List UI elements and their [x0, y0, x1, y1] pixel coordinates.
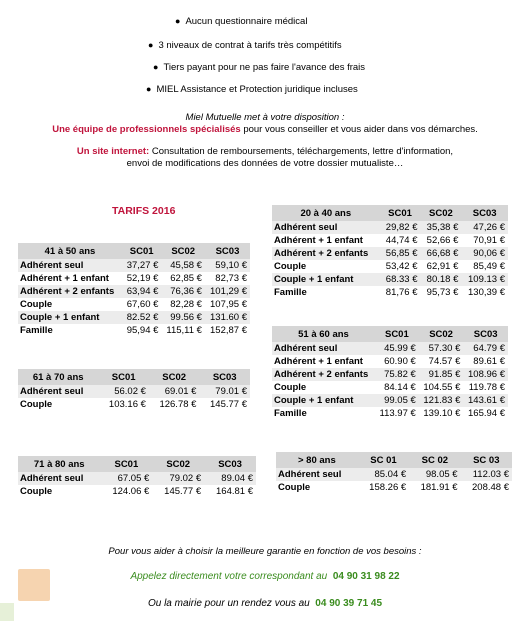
price-cell: 152,87 €	[205, 324, 250, 337]
table-row	[18, 485, 256, 498]
decorative-square-icon	[18, 569, 50, 601]
row-label: Famille	[18, 324, 122, 337]
table-row	[272, 273, 508, 286]
bullet-text: 3 niveaux de contrat à tarifs très compétitifs	[158, 40, 342, 51]
table-row	[18, 472, 256, 485]
row-label: Adhérent + 2 enfants	[18, 285, 122, 298]
bullet-item	[148, 40, 342, 51]
row-label: Famille	[272, 286, 380, 299]
price-cell: 143.61 €	[463, 394, 508, 407]
table-row	[272, 381, 508, 394]
bullet-item	[153, 62, 365, 73]
price-cell: 107,95 €	[205, 298, 250, 311]
price-cell: 124.06 €	[100, 485, 152, 498]
price-cell: 84.14 €	[375, 381, 419, 394]
price-cell: 70,91 €	[461, 234, 508, 247]
table-header-row	[18, 243, 250, 259]
price-cell: 95,73 €	[420, 286, 461, 299]
contract-level-header: SC02	[419, 326, 464, 342]
table-row	[272, 355, 508, 368]
price-cell: 52,19 €	[122, 272, 161, 285]
contract-level-header: SC02	[420, 205, 461, 221]
bullet-text: MIEL Assistance et Protection juridique incluses	[156, 84, 358, 95]
price-cell: 165.94 €	[463, 407, 508, 420]
tarif-table-80-plus	[276, 452, 512, 494]
row-label: Adhérent + 1 enfant	[272, 355, 375, 368]
contract-level-header: SC03	[463, 326, 508, 342]
tarifs-title: TARIFS 2016	[112, 205, 176, 217]
bullet-dot-icon: ●	[175, 16, 181, 26]
age-range-header: 41 à 50 ans	[18, 243, 122, 259]
row-label: Adhérent seul	[272, 342, 375, 355]
site-rest: Consultation de remboursements, téléchargements, lettre d'information,	[149, 146, 454, 157]
table-header-row	[276, 452, 512, 468]
price-cell: 158.26 €	[358, 481, 409, 494]
price-cell: 53,42 €	[380, 260, 421, 273]
price-cell: 208.48 €	[461, 481, 512, 494]
price-cell: 121.83 €	[419, 394, 464, 407]
price-cell: 47,26 €	[461, 221, 508, 234]
row-label: Adhérent seul	[18, 385, 98, 398]
price-cell: 115,11 €	[161, 324, 205, 337]
price-cell: 75.82 €	[375, 368, 419, 381]
price-cell: 113.97 €	[375, 407, 419, 420]
price-cell: 62,85 €	[161, 272, 205, 285]
price-cell: 37,27 €	[122, 259, 161, 272]
tarif-table-51-60	[272, 326, 508, 420]
price-cell: 101,29 €	[205, 285, 250, 298]
price-cell: 29,82 €	[380, 221, 421, 234]
row-label: Couple	[272, 381, 375, 394]
table-header-row	[18, 456, 256, 472]
row-label: Adhérent + 2 enfants	[272, 368, 375, 381]
price-cell: 108.96 €	[463, 368, 508, 381]
price-cell: 44,74 €	[380, 234, 421, 247]
bullet-text: Tiers payant pour ne pas faire l'avance des frais	[163, 62, 366, 73]
row-label: Famille	[272, 407, 375, 420]
contract-level-header: SC02	[152, 456, 204, 472]
mairie-phone[interactable]: 04 90 39 71 45	[315, 598, 383, 609]
price-cell: 66,68 €	[420, 247, 461, 260]
row-label: Adhérent + 1 enfant	[18, 272, 122, 285]
price-cell: 89.04 €	[204, 472, 256, 485]
price-cell: 56,85 €	[380, 247, 421, 260]
price-cell: 67,60 €	[122, 298, 161, 311]
table-row	[18, 311, 250, 324]
price-cell: 119.78 €	[463, 381, 508, 394]
table-header-row	[18, 369, 250, 385]
table-row	[276, 468, 512, 481]
price-cell: 145.77 €	[152, 485, 204, 498]
row-label: Adhérent seul	[272, 221, 380, 234]
price-cell: 103.16 €	[98, 398, 149, 411]
price-cell: 63,94 €	[122, 285, 161, 298]
bullet-dot-icon: ●	[153, 62, 159, 72]
contract-level-header: SC03	[199, 369, 250, 385]
price-cell: 68.33 €	[380, 273, 421, 286]
price-cell: 69.01 €	[149, 385, 200, 398]
contract-level-header: SC01	[380, 205, 421, 221]
table-row	[18, 398, 250, 411]
price-cell: 126.78 €	[149, 398, 200, 411]
price-cell: 99.05 €	[375, 394, 419, 407]
bullet-text: Aucun questionnaire médical	[185, 16, 308, 27]
contract-level-header: SC02	[161, 243, 205, 259]
row-label: Couple + 1 enfant	[272, 273, 380, 286]
contract-level-header: SC01	[122, 243, 161, 259]
tarif-table-41-50	[18, 243, 250, 337]
price-cell: 57.30 €	[419, 342, 464, 355]
row-label: Couple	[276, 481, 358, 494]
price-cell: 81,76 €	[380, 286, 421, 299]
row-label: Adhérent seul	[18, 259, 122, 272]
table-row	[272, 407, 508, 420]
decorative-corner-icon	[0, 603, 14, 621]
table-row	[272, 286, 508, 299]
team-highlight: Une équipe de professionnels spécialisés	[52, 124, 241, 135]
footer-help: Pour vous aider à choisir la meilleure garantie en fonction de vos besoins :	[108, 546, 422, 557]
row-label: Couple + 1 enfant	[18, 311, 122, 324]
table-row	[18, 385, 250, 398]
table-row	[272, 247, 508, 260]
price-cell: 67.05 €	[100, 472, 152, 485]
price-cell: 76,36 €	[161, 285, 205, 298]
price-cell: 80.18 €	[420, 273, 461, 286]
price-cell: 45.99 €	[375, 342, 419, 355]
row-label: Adhérent + 1 enfant	[272, 234, 380, 247]
bullet-item	[146, 84, 358, 95]
price-cell: 74.57 €	[419, 355, 464, 368]
price-cell: 52,66 €	[420, 234, 461, 247]
price-cell: 59,10 €	[205, 259, 250, 272]
bullet-dot-icon: ●	[146, 84, 152, 94]
price-cell: 85,49 €	[461, 260, 508, 273]
price-cell: 98.05 €	[409, 468, 460, 481]
tarif-table-61-70	[18, 369, 250, 411]
intro-site-line-2: envoi de modifications des données de votre dossier mutualiste…	[126, 158, 404, 169]
table-header-row	[272, 326, 508, 342]
price-cell: 164.81 €	[204, 485, 256, 498]
table-row	[18, 324, 250, 337]
table-row	[18, 272, 250, 285]
contract-level-header: SC02	[149, 369, 200, 385]
contract-level-header: SC 01	[358, 452, 409, 468]
price-cell: 56.02 €	[98, 385, 149, 398]
bullet-dot-icon: ●	[148, 40, 154, 50]
row-label: Couple	[18, 485, 100, 498]
row-label: Adhérent seul	[18, 472, 100, 485]
site-highlight: Un site internet:	[76, 146, 150, 157]
price-cell: 145.77 €	[199, 398, 250, 411]
table-row	[18, 259, 250, 272]
contract-level-header: SC03	[205, 243, 250, 259]
footer-correspondant	[0, 571, 530, 582]
table-row	[18, 298, 250, 311]
price-cell: 82.52 €	[122, 311, 161, 324]
price-cell: 104.55 €	[419, 381, 464, 394]
row-label: Couple	[18, 398, 98, 411]
correspondant-text: Appelez directement votre correspondant au	[130, 571, 328, 582]
table-row	[18, 285, 250, 298]
bullet-item	[175, 16, 307, 27]
price-cell: 131.60 €	[205, 311, 250, 324]
table-row	[272, 342, 508, 355]
table-row	[272, 260, 508, 273]
price-cell: 139.10 €	[419, 407, 464, 420]
intro-line: Miel Mutuelle met à votre disposition :	[185, 112, 345, 123]
row-label: Couple	[272, 260, 380, 273]
price-cell: 130,39 €	[461, 286, 508, 299]
table-row	[276, 481, 512, 494]
price-cell: 99.56 €	[161, 311, 205, 324]
age-range-header: 20 à 40 ans	[272, 205, 380, 221]
contract-level-header: SC03	[461, 205, 508, 221]
price-cell: 45,58 €	[161, 259, 205, 272]
row-label: Adhérent + 2 enfants	[272, 247, 380, 260]
contract-level-header: SC03	[204, 456, 256, 472]
contract-level-header: SC 03	[461, 452, 512, 468]
team-rest: pour vous conseiller et vous aider dans vos démarches.	[240, 124, 478, 135]
tarif-table-20-40	[272, 205, 508, 299]
price-cell: 60.90 €	[375, 355, 419, 368]
price-cell: 112.03 €	[461, 468, 512, 481]
price-cell: 82,73 €	[205, 272, 250, 285]
age-range-header: > 80 ans	[276, 452, 358, 468]
table-header-row	[272, 205, 508, 221]
contract-level-header: SC 02	[409, 452, 460, 468]
price-cell: 79.02 €	[152, 472, 204, 485]
price-cell: 35,38 €	[420, 221, 461, 234]
price-cell: 91.85 €	[419, 368, 464, 381]
tarif-table-71-80	[18, 456, 256, 498]
table-row	[272, 221, 508, 234]
contract-level-header: SC01	[98, 369, 149, 385]
row-label: Couple	[18, 298, 122, 311]
price-cell: 64.79 €	[463, 342, 508, 355]
intro-team-line	[0, 124, 530, 135]
table-row	[272, 394, 508, 407]
price-cell: 181.91 €	[409, 481, 460, 494]
price-cell: 62,91 €	[420, 260, 461, 273]
mairie-text: Ou la mairie pour un rendez vous au	[147, 598, 310, 609]
age-range-header: 61 à 70 ans	[18, 369, 98, 385]
price-cell: 82,28 €	[161, 298, 205, 311]
row-label: Couple + 1 enfant	[272, 394, 375, 407]
price-cell: 95,94 €	[122, 324, 161, 337]
age-range-header: 71 à 80 ans	[18, 456, 100, 472]
table-row	[272, 234, 508, 247]
contract-level-header: SC01	[100, 456, 152, 472]
price-cell: 89.61 €	[463, 355, 508, 368]
table-row	[272, 368, 508, 381]
price-cell: 109.13 €	[461, 273, 508, 286]
price-cell: 85.04 €	[358, 468, 409, 481]
age-range-header: 51 à 60 ans	[272, 326, 375, 342]
price-cell: 79.01 €	[199, 385, 250, 398]
correspondant-phone[interactable]: 04 90 31 98 22	[332, 571, 400, 582]
price-cell: 90,06 €	[461, 247, 508, 260]
footer-mairie	[0, 598, 530, 609]
contract-level-header: SC01	[375, 326, 419, 342]
intro-site-line	[0, 146, 530, 157]
row-label: Adhérent seul	[276, 468, 358, 481]
